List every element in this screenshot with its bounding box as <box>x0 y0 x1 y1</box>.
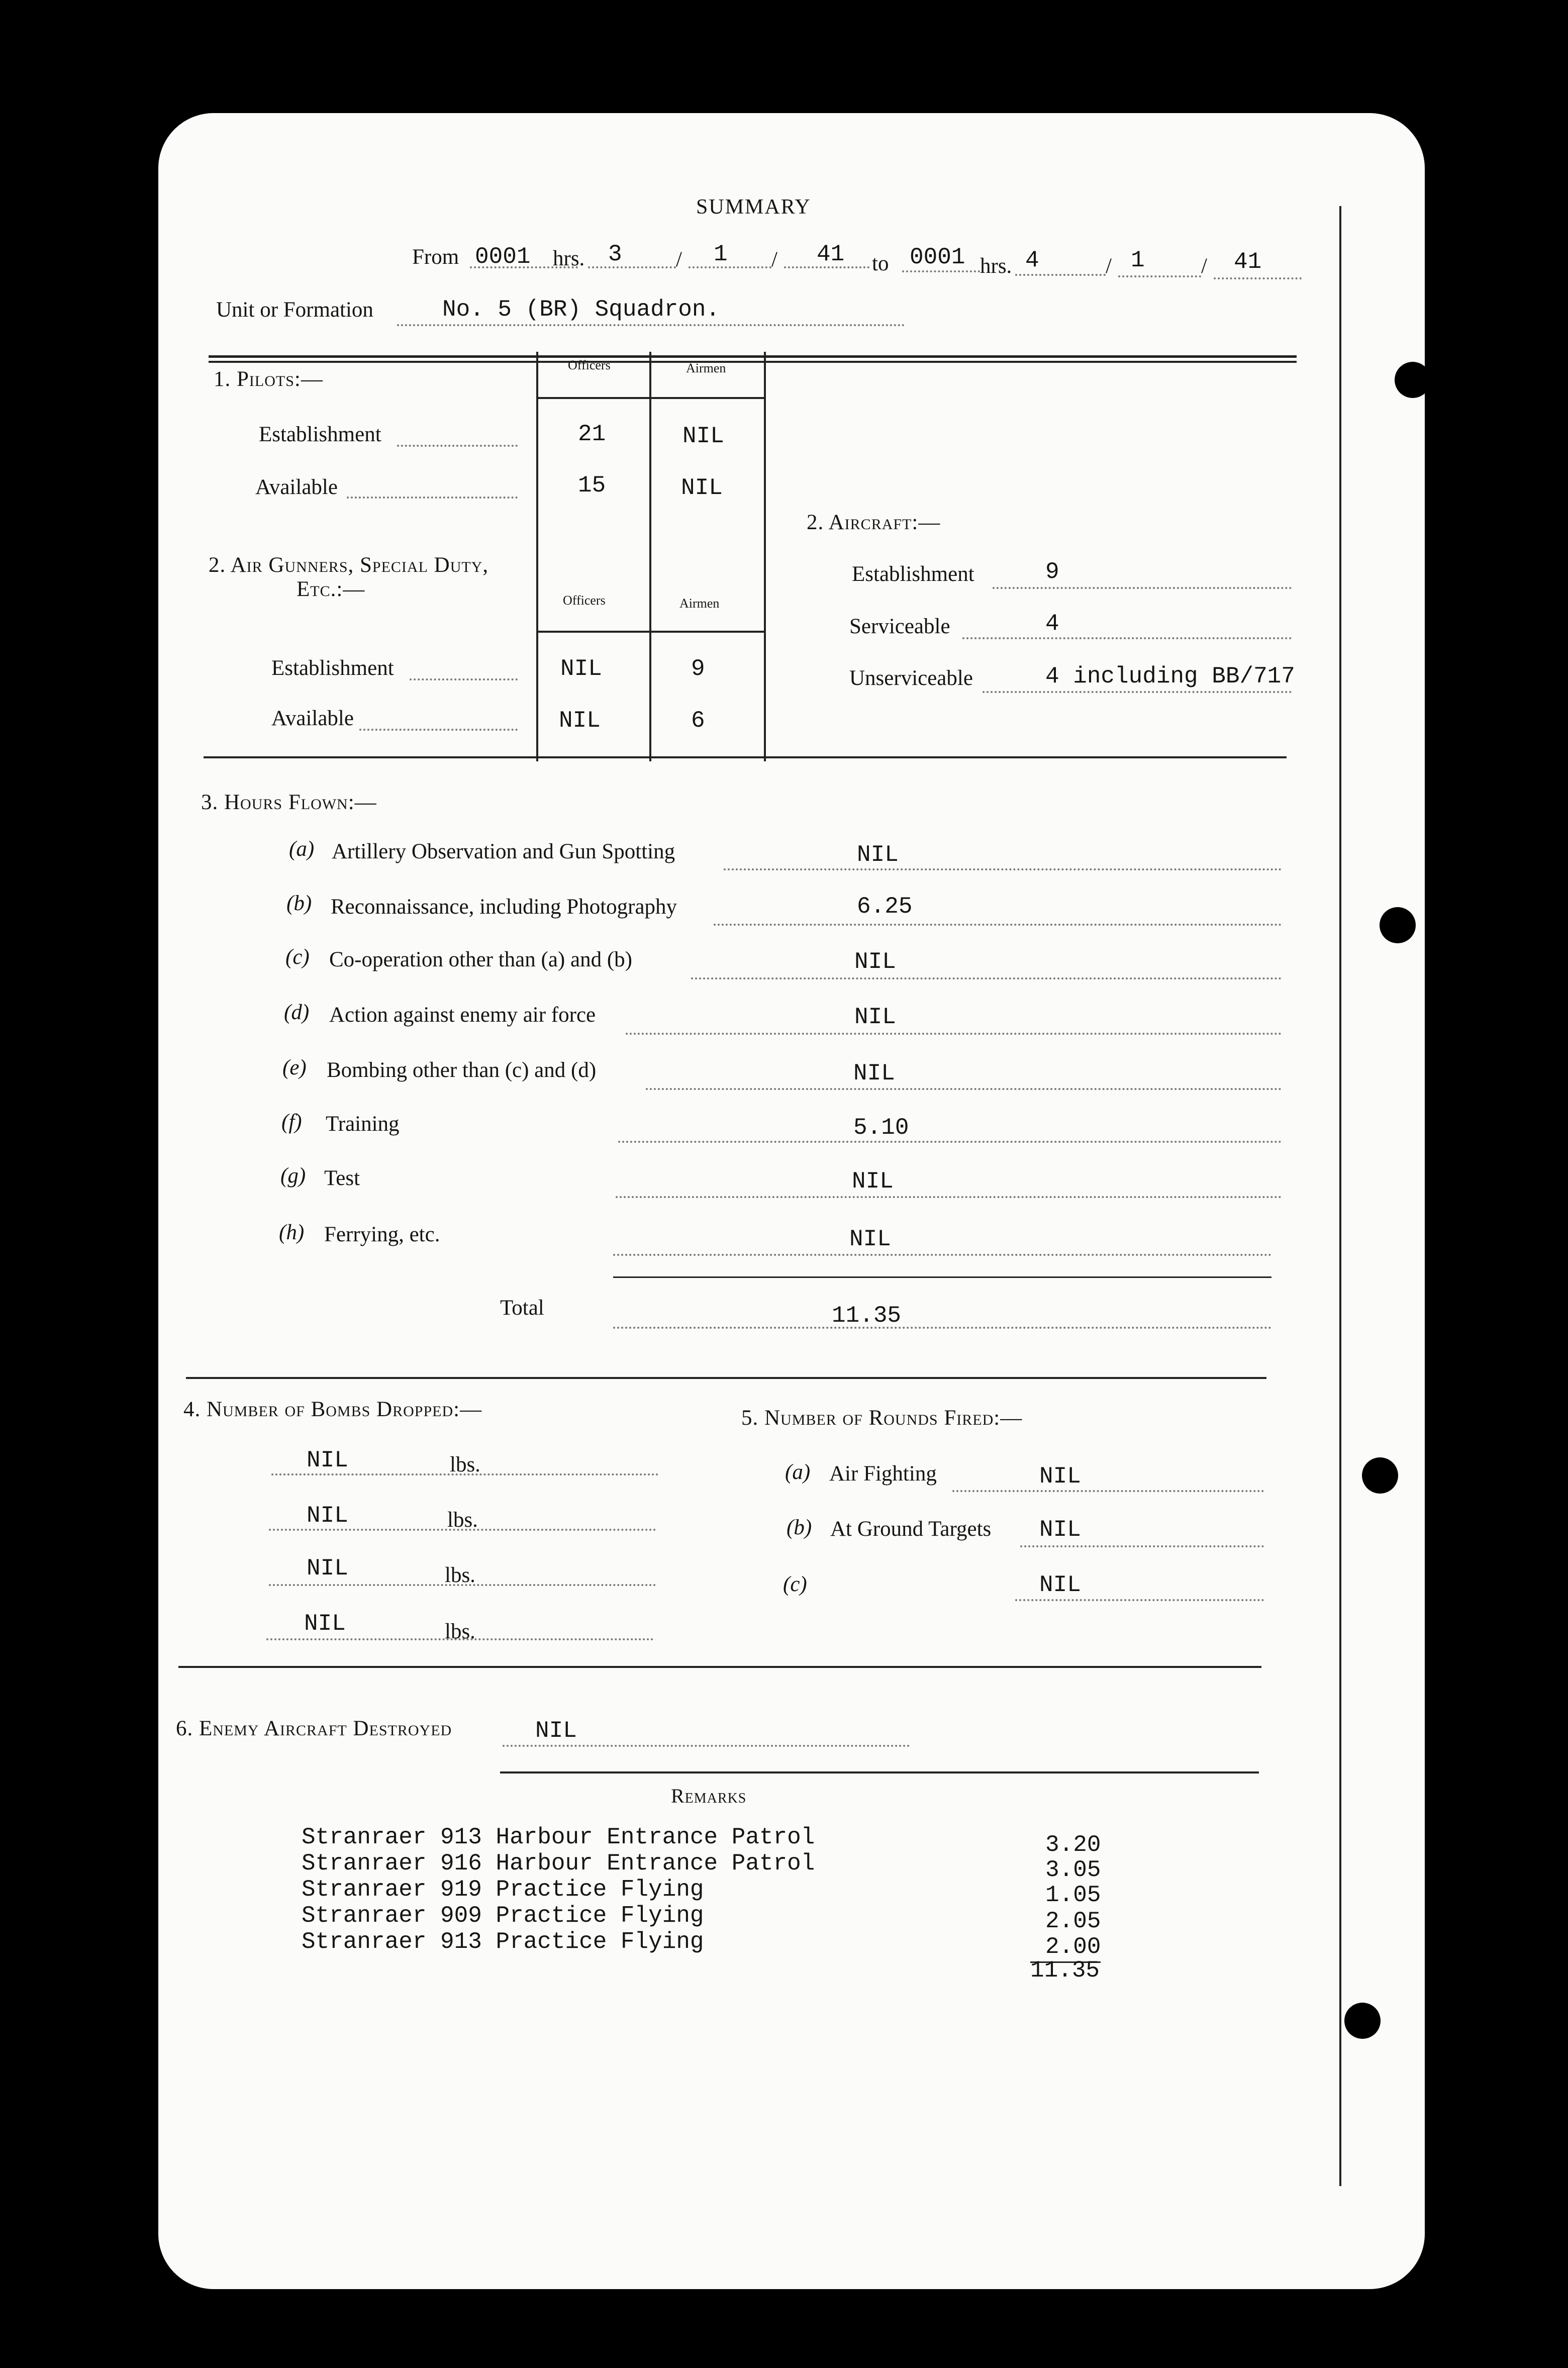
hours-label-f: Training <box>326 1112 400 1136</box>
gunners-available-officers: NIL <box>559 708 601 734</box>
aircraft-serviceable-line <box>962 637 1292 639</box>
section-rule <box>178 1666 1261 1668</box>
gunners-establishment-line <box>410 678 518 680</box>
aircraft-establishment-value: 9 <box>1045 559 1059 585</box>
table-rule <box>536 397 765 399</box>
hours-line-c <box>691 977 1282 979</box>
to-slash-1: / <box>1106 254 1112 278</box>
hours-letter-a: (a) <box>289 837 315 861</box>
rounds-value-c: NIL <box>1039 1572 1081 1598</box>
to-year: 41 <box>1234 249 1262 275</box>
from-time: 0001 <box>475 244 531 270</box>
to-month-line <box>1118 275 1201 277</box>
bombs-value-2: NIL <box>307 1503 348 1529</box>
unit-line <box>397 324 905 326</box>
hours-letter-d: (d) <box>284 1001 310 1024</box>
to-time: 0001 <box>910 244 965 270</box>
bombs-value-3: NIL <box>307 1555 348 1582</box>
gunners-available-label: Available <box>271 707 354 730</box>
from-month: 1 <box>714 241 728 267</box>
hours-letter-b: (b) <box>286 892 312 915</box>
aircraft-establishment-label: Establishment <box>852 562 974 586</box>
pilots-establishment-line <box>397 445 518 447</box>
aircraft-serviceable-value: 4 <box>1045 611 1059 637</box>
pilots-establishment-label: Establishment <box>259 423 381 446</box>
punch-hole <box>1395 362 1431 398</box>
hours-total-label: Total <box>500 1296 544 1320</box>
bombs-unit-1: lbs. <box>450 1453 480 1476</box>
header-rule <box>209 361 1297 363</box>
rounds-heading: 5. Number of Rounds Fired:— <box>741 1406 1023 1430</box>
hours-value-g: NIL <box>852 1168 894 1195</box>
hours-value-h: NIL <box>849 1226 891 1252</box>
hours-label-c: Co-operation other than (a) and (b) <box>329 948 632 971</box>
remarks-total: 11.35 <box>1030 1957 1100 1984</box>
enemy-aircraft-line <box>503 1745 910 1747</box>
pilots-available-officers: 15 <box>578 472 606 499</box>
aircraft-heading: 2. Aircraft:— <box>807 511 941 534</box>
hours-label-a: Artillery Observation and Gun Spotting <box>332 840 675 863</box>
remarks-value-2: 3.05 <box>1045 1857 1101 1883</box>
pilots-airmen-header: Airmen <box>686 361 726 375</box>
remarks-row-1: Stranraer 913 Harbour Entrance Patrol <box>302 1824 815 1850</box>
rounds-line-a <box>952 1490 1264 1492</box>
pilots-establishment-officers: 21 <box>578 421 606 447</box>
gunners-establishment-label: Establishment <box>271 656 394 680</box>
total-rule <box>613 1276 1271 1278</box>
hours-value-c: NIL <box>854 949 896 975</box>
hours-line-f <box>618 1141 1282 1143</box>
aircraft-establishment-line <box>993 587 1292 589</box>
pilots-available-airmen: NIL <box>681 475 723 501</box>
margin-rule <box>1339 206 1341 2186</box>
to-slash-2: / <box>1201 254 1207 278</box>
rounds-label-b: At Ground Targets <box>830 1517 992 1541</box>
from-hrs-label: hrs. <box>553 247 585 270</box>
remarks-value-5: 2.00 <box>1045 1934 1101 1960</box>
hours-total-value: 11.35 <box>832 1303 902 1329</box>
hours-label-g: Test <box>324 1166 360 1190</box>
rounds-letter-c: (c) <box>783 1572 807 1596</box>
to-day-line <box>1015 274 1106 276</box>
pilots-available-label: Available <box>255 475 338 499</box>
hours-line-e <box>646 1088 1282 1090</box>
bombs-unit-3: lbs. <box>445 1563 475 1587</box>
gunners-airmen-header: Airmen <box>679 596 720 611</box>
aircraft-serviceable-label: Serviceable <box>849 615 950 638</box>
bombs-value-4: NIL <box>304 1611 346 1637</box>
pilots-officers-header: Officers <box>568 358 611 372</box>
from-label: From <box>412 245 459 269</box>
hours-letter-g: (g) <box>280 1164 306 1188</box>
gunners-officers-header: Officers <box>563 593 606 608</box>
bombs-unit-4: lbs. <box>445 1620 475 1643</box>
remarks-row-4: Stranraer 909 Practice Flying <box>302 1903 704 1929</box>
to-label: to <box>872 252 889 275</box>
unit-value: No. 5 (BR) Squadron. <box>442 297 720 323</box>
from-slash-2: / <box>771 248 777 271</box>
to-year-line <box>1214 277 1302 279</box>
aircraft-unserviceable-label: Unserviceable <box>849 666 973 690</box>
hours-letter-e: (e) <box>282 1056 307 1079</box>
air-gunners-heading-2: Etc.:— <box>297 577 365 601</box>
table-rule <box>649 352 651 761</box>
hours-label-h: Ferrying, etc. <box>324 1223 440 1246</box>
from-slash-1: / <box>676 248 682 271</box>
rounds-letter-a: (a) <box>785 1460 811 1484</box>
pilots-available-line <box>347 497 518 499</box>
rounds-label-a: Air Fighting <box>829 1462 937 1486</box>
table-rule <box>536 631 765 633</box>
from-day: 3 <box>608 241 622 267</box>
gunners-establishment-officers: NIL <box>560 656 602 682</box>
table-rule <box>536 352 538 761</box>
air-gunners-heading-1: 2. Air Gunners, Special Duty, <box>209 553 489 577</box>
punch-hole <box>1380 907 1416 943</box>
rounds-letter-b: (b) <box>787 1516 812 1539</box>
remarks-value-1: 3.20 <box>1045 1832 1101 1858</box>
gunners-available-airmen: 6 <box>691 708 705 734</box>
to-time-line <box>902 270 980 272</box>
to-month: 1 <box>1131 247 1145 273</box>
rounds-line-c <box>1015 1599 1264 1601</box>
rounds-value-a: NIL <box>1039 1463 1081 1490</box>
remarks-row-2: Stranraer 916 Harbour Entrance Patrol <box>302 1850 815 1877</box>
to-day: 4 <box>1025 247 1039 273</box>
gunners-establishment-airmen: 9 <box>691 656 705 682</box>
hours-letter-f: (f) <box>281 1110 302 1134</box>
remarks-value-3: 1.05 <box>1045 1882 1101 1908</box>
hours-letter-h: (h) <box>279 1221 305 1244</box>
to-hrs-label: hrs. <box>980 254 1012 278</box>
hours-label-e: Bombing other than (c) and (d) <box>327 1058 597 1082</box>
remarks-heading: Remarks <box>671 1785 747 1807</box>
bombs-value-1: NIL <box>307 1447 348 1473</box>
pilots-heading: 1. Pilots:— <box>214 367 323 391</box>
bombs-unit-2: lbs. <box>447 1508 478 1532</box>
aircraft-unserviceable-value: 4 including BB/717 <box>1045 663 1295 689</box>
pilots-establishment-airmen: NIL <box>682 423 724 449</box>
remarks-row-3: Stranraer 919 Practice Flying <box>302 1877 704 1903</box>
from-year: 41 <box>817 241 845 267</box>
hours-value-f: 5.10 <box>853 1115 909 1141</box>
section-rule <box>204 756 1287 758</box>
remarks-row-5: Stranraer 913 Practice Flying <box>302 1929 704 1955</box>
hours-line-g <box>616 1196 1282 1198</box>
hours-value-d: NIL <box>854 1004 896 1030</box>
hours-label-d: Action against enemy air force <box>329 1003 596 1027</box>
table-rule <box>764 352 766 761</box>
enemy-aircraft-label: 6. Enemy Aircraft Destroyed <box>176 1717 452 1740</box>
aircraft-unserviceable-line <box>983 691 1292 693</box>
hours-line-b <box>714 924 1282 926</box>
unit-label: Unit or Formation <box>216 298 373 322</box>
punch-hole <box>1362 1457 1398 1494</box>
enemy-aircraft-value: NIL <box>535 1718 577 1744</box>
remarks-value-4: 2.05 <box>1045 1908 1101 1934</box>
bombs-heading: 4. Number of Bombs Dropped:— <box>183 1398 482 1421</box>
hours-line-a <box>724 868 1282 870</box>
hours-value-e: NIL <box>853 1060 895 1087</box>
section-rule <box>186 1377 1266 1379</box>
from-month-line <box>689 266 771 268</box>
rounds-line-b <box>1020 1545 1264 1547</box>
hours-letter-c: (c) <box>285 945 310 969</box>
hours-flown-heading: 3. Hours Flown:— <box>201 791 377 814</box>
header-rule <box>209 355 1297 358</box>
gunners-available-line <box>359 729 518 731</box>
from-day-line <box>588 266 676 268</box>
hours-line-d <box>626 1033 1282 1035</box>
hours-value-b: 6.25 <box>857 894 913 920</box>
rounds-value-b: NIL <box>1039 1517 1081 1543</box>
hours-total-line <box>613 1327 1271 1329</box>
page-title: SUMMARY <box>696 195 811 219</box>
hours-line-h <box>613 1254 1271 1256</box>
hours-value-a: NIL <box>857 842 899 868</box>
section-rule <box>500 1771 1259 1773</box>
punch-hole <box>1344 2003 1381 2039</box>
hours-label-b: Reconnaissance, including Photography <box>331 895 677 919</box>
